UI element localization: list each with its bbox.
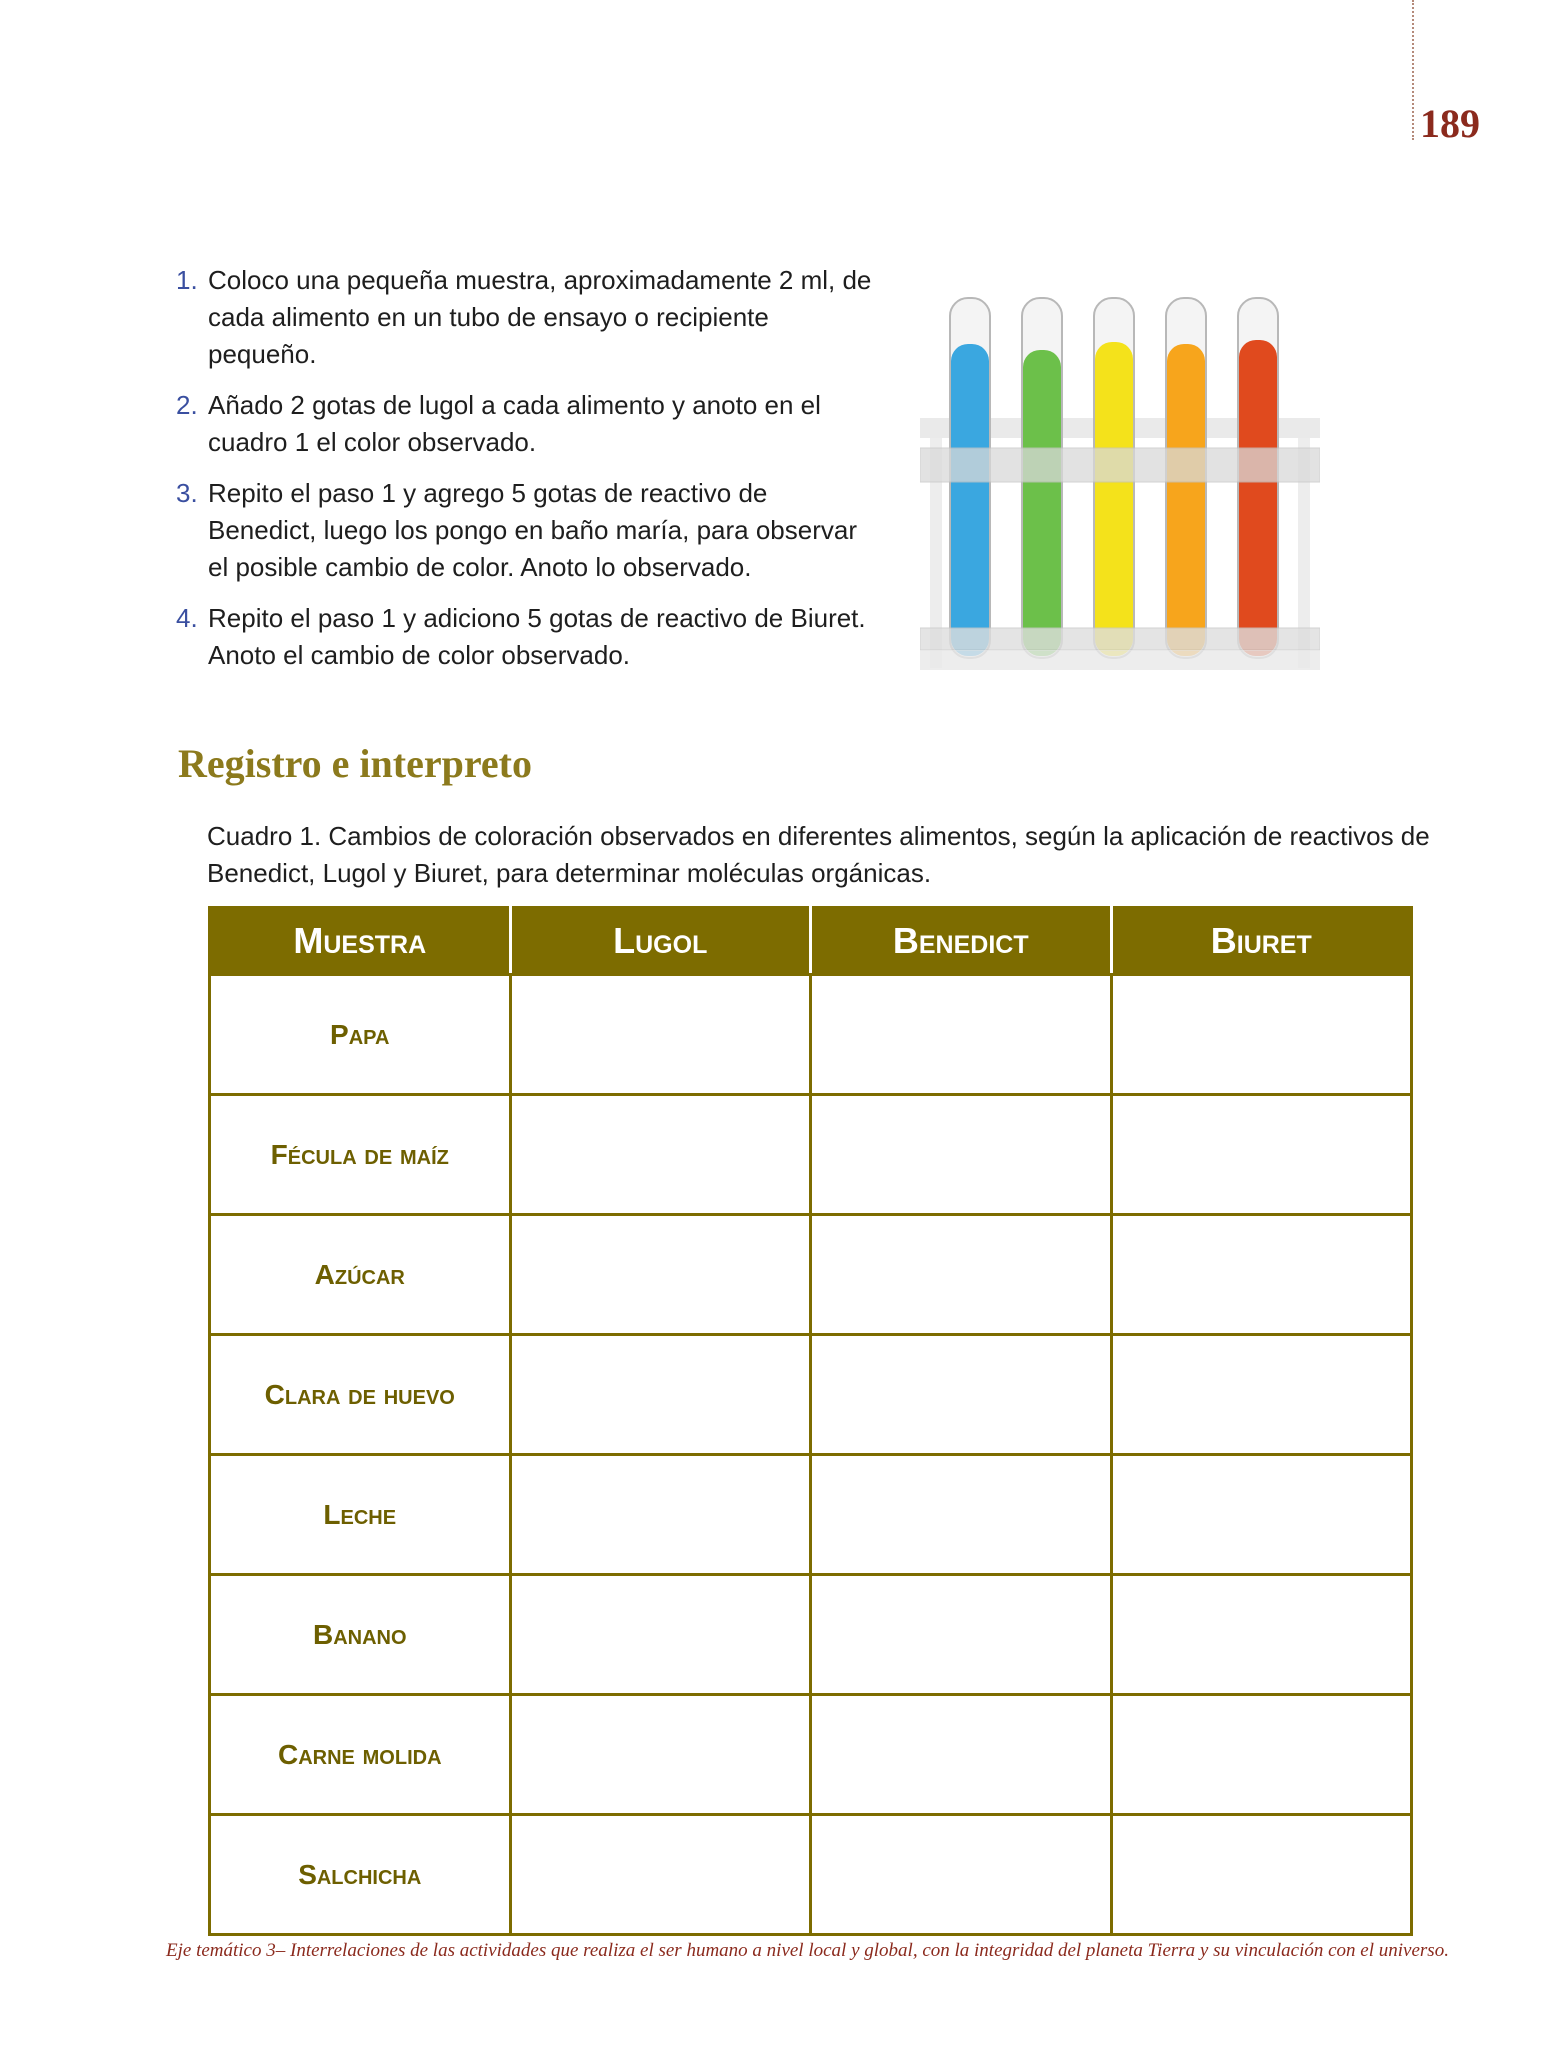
step-item (172, 600, 872, 674)
page-footer: Eje temático 3– Interrelaciones de las actividades que realiza el ser humano a nivel local y global, con la integridad del planeta Tierra y su vinculación con el universo. (166, 1940, 1449, 1961)
biuret-cell[interactable] (1111, 1575, 1412, 1695)
table-row (210, 1575, 1412, 1695)
step-item (172, 262, 872, 373)
header-muestra: Muestra (210, 908, 511, 975)
biuret-cell[interactable] (1111, 975, 1412, 1095)
benedict-cell[interactable] (811, 1695, 1112, 1815)
step-text: Coloco una pequeña muestra, aproximadamente 2 ml, de cada alimento en un tubo de ensayo o recipiente pequeño. (208, 265, 872, 369)
benedict-cell[interactable] (811, 1455, 1112, 1575)
benedict-cell[interactable] (811, 1335, 1112, 1455)
benedict-cell[interactable] (811, 1815, 1112, 1935)
lugol-cell[interactable] (510, 1455, 811, 1575)
step-text: Repito el paso 1 y adiciono 5 gotas de reactivo de Biuret. Anoto el cambio de color observado. (208, 603, 866, 670)
step-item (172, 387, 872, 461)
step-item (172, 475, 872, 586)
sample-cell: Carne molida (210, 1695, 511, 1815)
sample-cell: Fécula de maíz (210, 1095, 511, 1215)
tube-liquid (951, 344, 989, 656)
page-divider (1412, 0, 1414, 140)
lugol-cell[interactable] (510, 1815, 811, 1935)
sample-cell: Azúcar (210, 1215, 511, 1335)
biuret-cell[interactable] (1111, 1455, 1412, 1575)
benedict-cell[interactable] (811, 1575, 1112, 1695)
tube-liquid (1023, 350, 1061, 656)
table-row (210, 1095, 1412, 1215)
sample-cell: Leche (210, 1455, 511, 1575)
step-number: 2. (176, 390, 198, 420)
table-row (210, 1815, 1412, 1935)
sample-cell: Papa (210, 975, 511, 1095)
procedure-steps (172, 262, 872, 688)
table-row (210, 1695, 1412, 1815)
biuret-cell[interactable] (1111, 1695, 1412, 1815)
lugol-cell[interactable] (510, 1215, 811, 1335)
results-table (208, 906, 1413, 1936)
tube-liquid (1095, 342, 1133, 656)
tube-liquid (1167, 344, 1205, 656)
sample-cell: Clara de huevo (210, 1335, 511, 1455)
lugol-cell[interactable] (510, 1095, 811, 1215)
table-row (210, 1455, 1412, 1575)
table-caption: Cuadro 1. Cambios de coloración observados en diferentes alimentos, según la aplicación de reactivos de Benedict, Lugol y Biuret, para determinar moléculas orgánicas. (207, 821, 1430, 888)
lugol-cell[interactable] (510, 1575, 811, 1695)
biuret-cell[interactable] (1111, 1215, 1412, 1335)
header-biuret: Biuret (1111, 908, 1412, 975)
step-number: 3. (176, 478, 198, 508)
lugol-cell[interactable] (510, 975, 811, 1095)
biuret-cell[interactable] (1111, 1335, 1412, 1455)
biuret-cell[interactable] (1111, 1095, 1412, 1215)
header-benedict: Benedict (811, 908, 1112, 975)
step-number: 4. (176, 603, 198, 633)
table-row (210, 975, 1412, 1095)
biuret-cell[interactable] (1111, 1815, 1412, 1935)
tube-liquid (1239, 340, 1277, 656)
sample-cell: Salchicha (210, 1815, 511, 1935)
page-number: 189 (1420, 101, 1480, 146)
header-lugol: Lugol (510, 908, 811, 975)
step-text: Repito el paso 1 y agrego 5 gotas de reactivo de Benedict, luego los pongo en baño maría, para observar el posible cambio de color. Anoto lo observado. (208, 478, 857, 582)
lugol-cell[interactable] (510, 1695, 811, 1815)
table-row (210, 1335, 1412, 1455)
benedict-cell[interactable] (811, 1215, 1112, 1335)
test-tube-rack-icon (920, 288, 1320, 688)
benedict-cell[interactable] (811, 975, 1112, 1095)
step-number: 1. (176, 265, 198, 295)
table-row (210, 1215, 1412, 1335)
benedict-cell[interactable] (811, 1095, 1112, 1215)
table-header-row (210, 908, 1412, 975)
lugol-cell[interactable] (510, 1335, 811, 1455)
sample-cell: Banano (210, 1575, 511, 1695)
step-text: Añado 2 gotas de lugol a cada alimento y anoto en el cuadro 1 el color observado. (208, 390, 821, 457)
section-title: Registro e interpreto (178, 741, 532, 786)
